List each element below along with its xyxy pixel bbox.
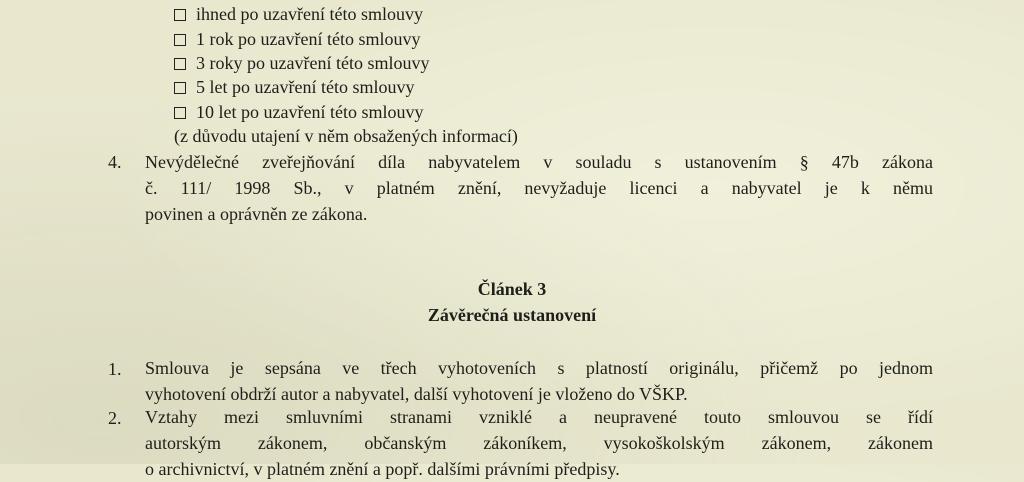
option-5-years xyxy=(174,76,414,98)
text-line: č. 111/ 1998 Sb., v platném znění, nevyžaduje licenci a nabyvatel je k němu xyxy=(145,178,933,198)
option-label: 10 let po uzavření této smlouvy xyxy=(196,102,424,122)
text-line: Smlouva je sepsána ve třech vyhotoveních s platností originálu, přičemž po jednom xyxy=(145,358,933,378)
option-3-years xyxy=(174,52,429,74)
checkbox-icon[interactable] xyxy=(174,58,186,70)
checkbox-icon[interactable] xyxy=(174,34,186,46)
text-line: Nevýdělečné zveřejňování díla nabyvatelem v souladu s ustanovením § 47b zákona xyxy=(145,152,933,172)
item-4-number: 4. xyxy=(108,152,122,172)
text-line: vyhotovení obdrží autor a nabyvatel, další vyhotovení je vloženo do VŠKP. xyxy=(145,384,688,404)
checkbox-icon[interactable] xyxy=(174,9,186,21)
text-line: o archivnictví, v platném znění a popř. dalšími právními předpisy. xyxy=(145,459,620,479)
option-label: 5 let po uzavření této smlouvy xyxy=(196,77,415,97)
text-line: autorským zákonem, občanským zákoníkem, vysokoškolským zákonem, zákonem xyxy=(145,433,933,453)
checkbox-icon[interactable] xyxy=(174,107,186,119)
article-title: Článek 3 xyxy=(477,279,547,299)
item-1-text xyxy=(145,355,933,407)
option-label: 3 roky po uzavření této smlouvy xyxy=(196,53,430,73)
article-subtitle: Závěrečná ustanovení xyxy=(427,305,597,325)
options-note: (z důvodu utajení v něm obsažených informací) xyxy=(174,126,518,146)
item-1-number: 1. xyxy=(108,359,122,379)
option-10-years xyxy=(174,101,423,123)
option-immediately xyxy=(174,3,423,25)
item-2-text xyxy=(145,404,933,482)
option-1-year xyxy=(174,28,420,50)
text-line: Vztahy mezi smluvními stranami vzniklé a neupravené touto smlouvou se řídí xyxy=(145,407,933,427)
item-4-text xyxy=(145,149,933,227)
option-label: ihned po uzavření této smlouvy xyxy=(196,4,423,24)
text-line: povinen a oprávněn ze zákona. xyxy=(145,204,368,224)
option-label: 1 rok po uzavření této smlouvy xyxy=(196,29,421,49)
item-2-number: 2. xyxy=(108,408,122,428)
checkbox-icon[interactable] xyxy=(174,82,186,94)
